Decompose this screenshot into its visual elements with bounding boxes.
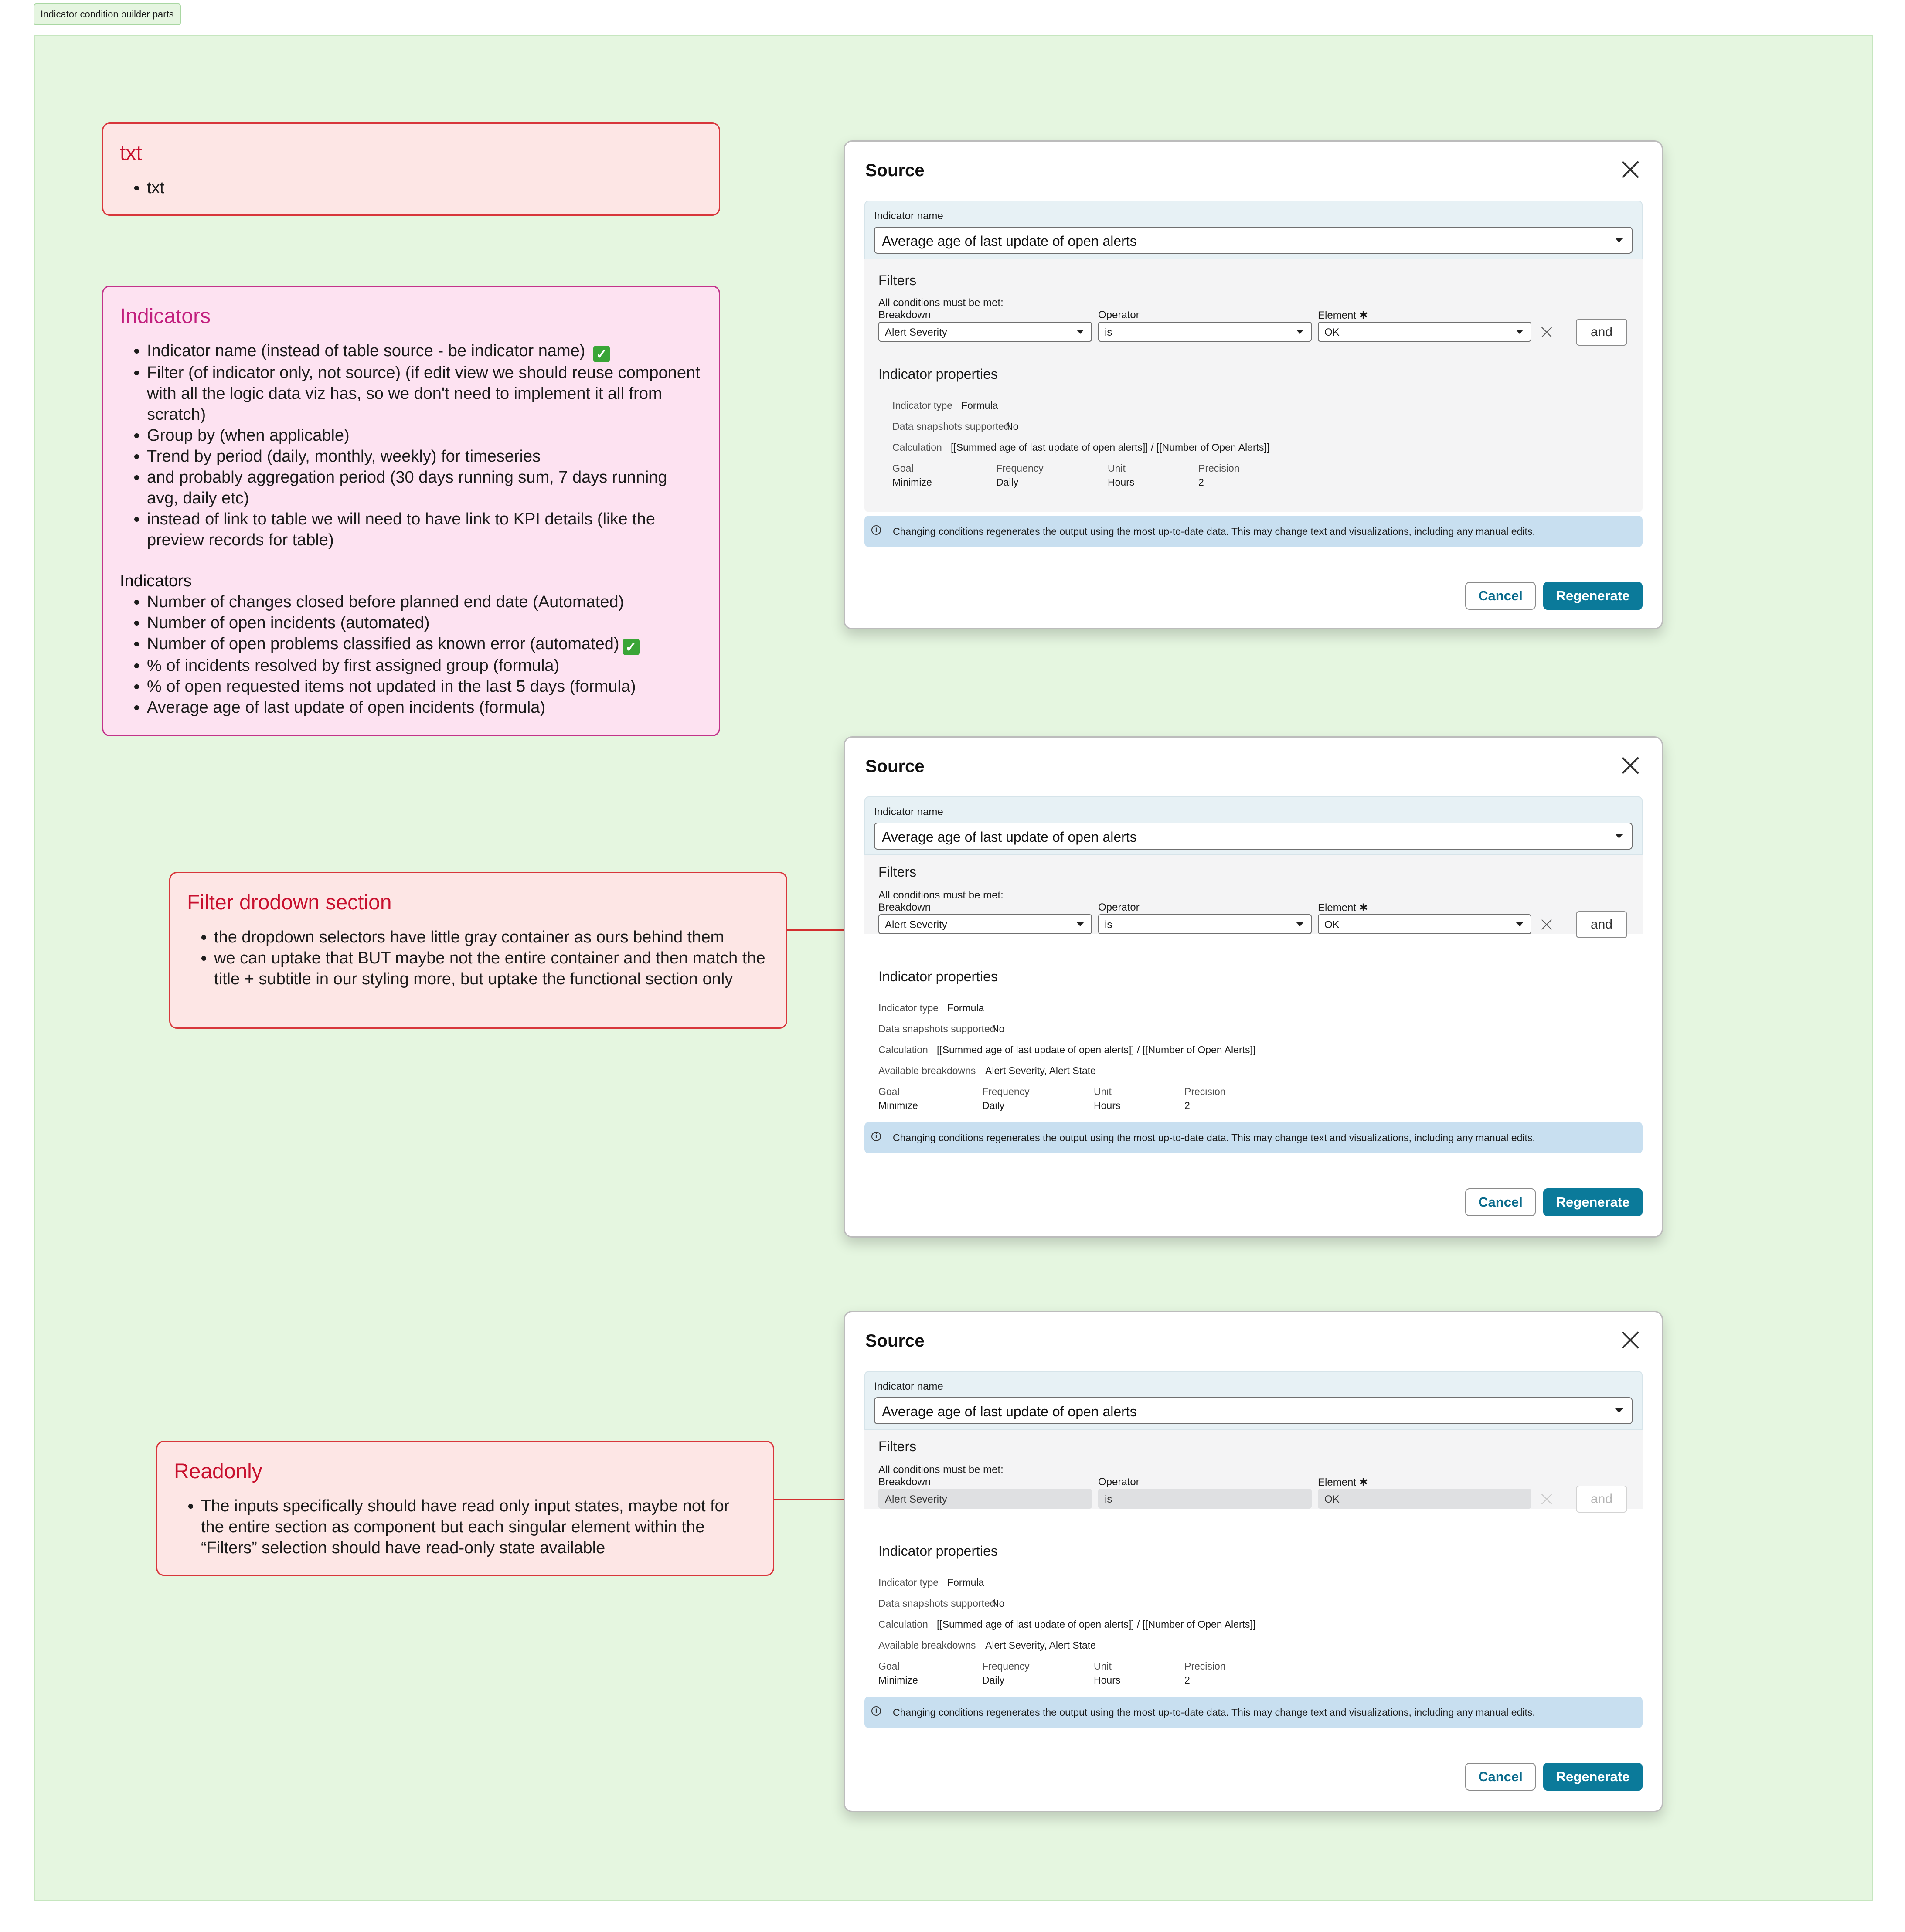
indicator-name-value: Average age of last update of open alerts xyxy=(882,1404,1137,1419)
indicator-type-label: Indicator type xyxy=(878,1577,939,1588)
info-icon: i xyxy=(871,1706,881,1716)
operator-select[interactable]: is xyxy=(1098,322,1312,342)
snapshots-label: Data snapshots supported xyxy=(892,421,1010,432)
note-title: Filter drodown section xyxy=(187,891,392,914)
note-item: • Indicator name (instead of table source - be indicator name) ✓ xyxy=(147,340,702,362)
goal-label: Goal xyxy=(892,463,914,474)
breakdowns-label: Available breakdowns xyxy=(878,1065,976,1076)
precision-value: 2 xyxy=(1184,1674,1190,1686)
snapshots-label: Data snapshots supported xyxy=(878,1023,996,1034)
chevron-down-icon xyxy=(1296,922,1304,926)
note-list xyxy=(120,340,702,551)
info-banner xyxy=(864,1697,1643,1728)
element-label: Element ✱ xyxy=(1318,902,1368,914)
indicator-type-label: Indicator type xyxy=(892,400,953,411)
note-item: • instead of link to table we will need to have link to KPI details (like the preview records for table) xyxy=(147,509,702,551)
note-list xyxy=(174,1496,756,1558)
unit-label: Unit xyxy=(1108,463,1126,474)
unit-label: Unit xyxy=(1094,1086,1112,1097)
note-subtitle: Indicators xyxy=(120,572,192,590)
note-item: • Number of changes closed before planned end date (Automated) xyxy=(147,592,702,612)
snapshots-label: Data snapshots supported xyxy=(878,1598,996,1609)
info-icon: i xyxy=(871,525,881,535)
filters-title: Filters xyxy=(878,272,917,288)
dialog-title: Source xyxy=(865,757,925,776)
note-item: • the dropdown selectors have little gray container as ours behind them xyxy=(214,927,769,948)
indicator-name-label: Indicator name xyxy=(874,806,943,818)
indicator-name-select[interactable] xyxy=(874,823,1633,850)
note-item: • Filter (of indicator only, not source) (if edit view we should reuse component with all the logic data viz has, so we don't need to implement it all from scratch) xyxy=(147,362,702,425)
breakdown-label: Breakdown xyxy=(878,901,931,913)
indicator-name-value: Average age of last update of open alerts xyxy=(882,233,1137,249)
filters-title: Filters xyxy=(878,864,917,880)
remove-condition-icon[interactable] xyxy=(1541,919,1552,930)
note-readonly[interactable] xyxy=(156,1441,774,1576)
properties-title: Indicator properties xyxy=(878,1543,998,1559)
chevron-down-icon xyxy=(1296,330,1304,334)
and-button[interactable]: and xyxy=(1576,911,1627,938)
cancel-button[interactable]: Cancel xyxy=(1465,1188,1536,1216)
operator-select[interactable]: is xyxy=(1098,914,1312,934)
breakdown-label: Breakdown xyxy=(878,309,931,321)
indicator-name-label: Indicator name xyxy=(874,210,943,222)
filters-section xyxy=(864,855,1643,934)
calculation-value: [[Summed age of last update of open alerts]] / [[Number of Open Alerts]] xyxy=(937,1619,1256,1630)
element-select[interactable]: OK xyxy=(1318,914,1531,934)
frequency-label: Frequency xyxy=(982,1660,1030,1672)
snapshots-value: No xyxy=(1006,421,1019,432)
precision-label: Precision xyxy=(1184,1086,1226,1097)
source-dialog-readonly xyxy=(844,1311,1663,1812)
note-title: Indicators xyxy=(120,305,211,328)
operator-label: Operator xyxy=(1098,309,1140,321)
indicator-type-value: Formula xyxy=(947,1002,984,1014)
indicator-name-section xyxy=(864,796,1643,855)
operator-label: Operator xyxy=(1098,1476,1140,1488)
note-item: • Group by (when applicable) xyxy=(147,425,702,446)
filters-title: Filters xyxy=(878,1439,917,1454)
remove-condition-icon xyxy=(1541,1493,1552,1505)
note-list xyxy=(120,177,702,198)
unit-value: Hours xyxy=(1108,476,1135,488)
note-item: • The inputs specifically should have read only input states, maybe not for the entire section as component but each singular element within the “Filters” selection should have read-only state available xyxy=(201,1496,756,1558)
chevron-down-icon xyxy=(1076,330,1084,334)
dialog-title: Source xyxy=(865,161,925,180)
note-title: Readonly xyxy=(174,1460,262,1483)
banner-text: Changing conditions regenerates the output using the most up-to-date data. This may change text and visualizations, including any manual edits. xyxy=(893,1132,1535,1143)
close-icon[interactable] xyxy=(1621,756,1640,775)
breakdown-label: Breakdown xyxy=(878,1476,931,1488)
properties-title: Indicator properties xyxy=(878,366,998,382)
banner-text: Changing conditions regenerates the output using the most up-to-date data. This may change text and visualizations, including any manual edits. xyxy=(893,1707,1535,1718)
info-banner xyxy=(864,516,1643,547)
chevron-down-icon xyxy=(1615,238,1623,242)
checkmark-icon: ✓ xyxy=(623,639,640,655)
indicator-name-section xyxy=(864,201,1643,259)
snapshots-value: No xyxy=(992,1598,1005,1609)
close-icon[interactable] xyxy=(1621,1330,1640,1350)
conditions-label: All conditions must be met: xyxy=(878,889,1004,901)
goal-label: Goal xyxy=(878,1086,900,1097)
and-button[interactable]: and xyxy=(1576,319,1627,346)
note-item: • Trend by period (daily, monthly, weekly) for timeseries xyxy=(147,446,702,467)
indicator-name-select[interactable] xyxy=(874,227,1633,254)
calculation-label: Calculation xyxy=(878,1619,928,1630)
breakdown-readonly: Alert Severity xyxy=(878,1489,1092,1509)
note-item: • % of open requested items not updated in the last 5 days (formula) xyxy=(147,676,702,697)
snapshots-value: No xyxy=(992,1023,1005,1034)
required-icon: ✱ xyxy=(1359,310,1368,321)
indicator-type-value: Formula xyxy=(947,1577,984,1588)
chevron-down-icon xyxy=(1615,1408,1623,1413)
frequency-label: Frequency xyxy=(982,1086,1030,1097)
dialog-title: Source xyxy=(865,1331,925,1350)
required-icon: ✱ xyxy=(1359,1476,1368,1488)
chevron-down-icon xyxy=(1076,922,1084,926)
checkmark-icon: ✓ xyxy=(593,346,610,362)
info-icon: i xyxy=(871,1132,881,1141)
operator-label: Operator xyxy=(1098,901,1140,913)
source-dialog xyxy=(844,736,1663,1238)
banner-text: Changing conditions regenerates the output using the most up-to-date data. This may change text and visualizations, including any manual edits. xyxy=(893,526,1535,537)
note-title: txt xyxy=(120,142,142,165)
frequency-label: Frequency xyxy=(996,463,1044,474)
and-button-disabled: and xyxy=(1576,1486,1627,1513)
calculation-value: [[Summed age of last update of open alerts]] / [[Number of Open Alerts]] xyxy=(951,442,1270,453)
frame-label[interactable]: Indicator condition builder parts xyxy=(34,3,181,25)
indicator-type-value: Formula xyxy=(961,400,998,411)
element-label: Element ✱ xyxy=(1318,310,1368,321)
conditions-label: All conditions must be met: xyxy=(878,297,1004,309)
chevron-down-icon xyxy=(1516,330,1524,334)
note-txt[interactable] xyxy=(102,122,720,216)
precision-value: 2 xyxy=(1198,476,1204,488)
close-icon[interactable] xyxy=(1621,160,1640,179)
element-select[interactable]: OK xyxy=(1318,322,1531,342)
indicator-name-section xyxy=(864,1371,1643,1430)
info-banner xyxy=(864,1122,1643,1153)
breakdowns-value: Alert Severity, Alert State xyxy=(985,1065,1096,1076)
frequency-value: Daily xyxy=(982,1674,1005,1686)
note-item: • and probably aggregation period (30 days running sum, 7 days running avg, daily etc) xyxy=(147,467,702,509)
breakdown-select[interactable]: Alert Severity xyxy=(878,914,1092,934)
properties-title: Indicator properties xyxy=(878,969,998,984)
goal-value: Minimize xyxy=(878,1100,918,1111)
filters-section xyxy=(864,259,1643,512)
indicator-name-label: Indicator name xyxy=(874,1381,943,1392)
note-indicators[interactable] xyxy=(102,286,720,736)
frequency-value: Daily xyxy=(982,1100,1005,1111)
regenerate-button[interactable]: Regenerate xyxy=(1543,582,1643,610)
filters-section xyxy=(864,1430,1643,1509)
note-item: • Average age of last update of open incidents (formula) xyxy=(147,697,702,718)
conditions-label: All conditions must be met: xyxy=(878,1464,1004,1476)
precision-label: Precision xyxy=(1198,463,1240,474)
element-readonly: OK xyxy=(1318,1489,1531,1509)
note-item: • we can uptake that BUT maybe not the entire container and then match the title + subtitle in our styling more, but uptake the functional section only xyxy=(214,948,769,990)
indicator-name-value: Average age of last update of open alerts xyxy=(882,829,1137,845)
cancel-button[interactable]: Cancel xyxy=(1465,582,1536,610)
required-icon: ✱ xyxy=(1359,902,1368,914)
note-item: • Number of open incidents (automated) xyxy=(147,612,702,633)
goal-label: Goal xyxy=(878,1660,900,1672)
note-item: • Number of open problems classified as known error (automated) ✓ xyxy=(147,633,702,655)
remove-condition-icon[interactable] xyxy=(1541,327,1552,338)
calculation-label: Calculation xyxy=(892,442,942,453)
goal-value: Minimize xyxy=(892,476,932,488)
breakdowns-value: Alert Severity, Alert State xyxy=(985,1639,1096,1651)
cancel-button[interactable]: Cancel xyxy=(1465,1763,1536,1791)
breakdowns-label: Available breakdowns xyxy=(878,1639,976,1651)
goal-value: Minimize xyxy=(878,1674,918,1686)
regenerate-button[interactable]: Regenerate xyxy=(1543,1188,1643,1216)
unit-label: Unit xyxy=(1094,1660,1112,1672)
precision-label: Precision xyxy=(1184,1660,1226,1672)
note-list xyxy=(187,927,769,990)
indicator-type-label: Indicator type xyxy=(878,1002,939,1014)
breakdown-select[interactable]: Alert Severity xyxy=(878,322,1092,342)
chevron-down-icon xyxy=(1615,834,1623,838)
precision-value: 2 xyxy=(1184,1100,1190,1111)
note-sublist xyxy=(120,592,702,718)
regenerate-button[interactable]: Regenerate xyxy=(1543,1763,1643,1791)
note-item: • % of incidents resolved by first assigned group (formula) xyxy=(147,655,702,676)
note-filter-dropdown[interactable] xyxy=(169,872,787,1029)
calculation-value: [[Summed age of last update of open alerts]] / [[Number of Open Alerts]] xyxy=(937,1044,1256,1055)
calculation-label: Calculation xyxy=(878,1044,928,1055)
unit-value: Hours xyxy=(1094,1100,1121,1111)
unit-value: Hours xyxy=(1094,1674,1121,1686)
chevron-down-icon xyxy=(1516,922,1524,926)
frequency-value: Daily xyxy=(996,476,1019,488)
note-item: • txt xyxy=(147,177,702,198)
indicator-name-select[interactable] xyxy=(874,1397,1633,1424)
source-dialog xyxy=(844,140,1663,629)
element-label: Element ✱ xyxy=(1318,1476,1368,1488)
operator-readonly: is xyxy=(1098,1489,1312,1509)
